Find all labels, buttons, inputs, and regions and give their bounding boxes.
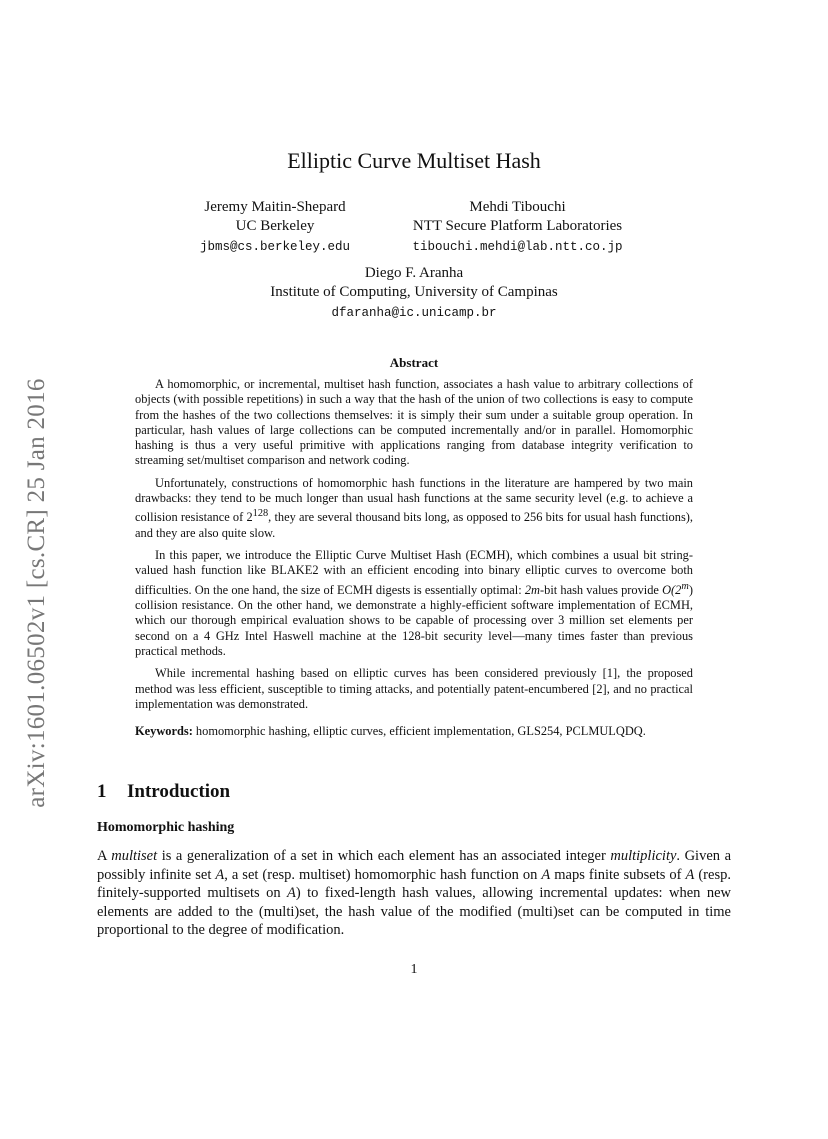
text-run: . Given a possibly infinite set	[97, 848, 732, 883]
text-run: (resp. finitely-supported multisets on	[97, 866, 731, 901]
author-name: Jeremy Maitin-Shepard	[204, 199, 346, 215]
arxiv-id: arXiv:1601.06502v1 [cs.CR] 25 Jan 2016	[23, 378, 50, 808]
author-block-1	[175, 198, 375, 257]
math-symbol: A	[541, 866, 551, 883]
math-expression: )	[688, 582, 693, 597]
superscript: m	[681, 580, 689, 592]
arxiv-sidebar-stamp	[14, 358, 60, 828]
text-run: collision resistance. On the other hand, we demonstrate a highly-efficient software implementation of ECMH, which our thorough empirical evaluation shows to be capable of processing over 3 million set elements per second on a 4 GHz Intel Haswell machine at the 128-bit security level—many times faster than previous practical methods.	[135, 598, 693, 658]
text-run: is a generalization of a set in which each element has an associated integer	[157, 848, 611, 864]
math-symbol: A	[685, 866, 695, 883]
math-symbol: A	[215, 866, 225, 883]
author-block-3	[214, 264, 614, 323]
abstract-paragraph-2	[135, 476, 693, 541]
abstract-body	[135, 377, 693, 746]
author-affiliation: Institute of Computing, University of Campinas	[270, 284, 558, 300]
abstract-heading: Abstract	[389, 355, 439, 370]
abstract-paragraph-4: While incremental hashing based on elliptic curves has been considered previously [1], the proposed method was less efficient, susceptible to timing attacks, and potentially patent-encumbered [2], and no practical implementation was demonstrated.	[135, 666, 693, 711]
author-affiliation: UC Berkeley	[235, 218, 315, 234]
emphasis: multiset	[111, 848, 158, 864]
abstract-paragraph-1: A homomorphic, or incremental, multiset hash function, associates a hash value to arbitrary collections of objects (with possible repetitions) in such a way that the hash of the union of two collections is easy to compute from the hashes of the two collections themselves: it is simply their sum under a suitable group operation. In particular, hash values of large collections can be computed incrementally and/or in parallel. Homomorphic hashing is thus a very useful primitive with applications ranging from database integrity verification to streaming set/multiset comparison and network coding.	[135, 377, 693, 468]
abstract-paragraph-3	[135, 548, 693, 659]
text-run: -bit hash values provide	[540, 582, 663, 597]
text-run: A	[97, 848, 112, 864]
author-name: Mehdi Tibouchi	[469, 199, 566, 215]
author-name: Diego F. Aranha	[364, 265, 464, 281]
text-run: Unfortunately, constructions of homomorphic hash functions in the literature are hampered by two main drawbacks: they tend to be much longer than usual hash functions at the same security level (e.g. to achieve a collision resistance of 2	[135, 475, 693, 525]
section-heading	[97, 781, 230, 803]
author-affiliation: NTT Secure Platform Laboratories	[412, 218, 623, 234]
body-text	[97, 847, 731, 940]
page-number: 1	[410, 962, 418, 977]
section-number: 1	[97, 781, 107, 802]
author-block-2	[390, 198, 645, 257]
keywords-list: homomorphic hashing, elliptic curves, efficient implementation, GLS254, PCLMULQDQ.	[192, 724, 646, 739]
keywords	[135, 724, 693, 739]
text-run: In this paper, we introduce the Elliptic Curve Multiset Hash (ECMH), which combines a usual bit string-valued hash function like BLAKE2 with an efficient encoding into binary elliptic curves to overcome both difficulties. On the one hand, the size of ECMH digests is essentially optimal:	[135, 548, 693, 597]
superscript: 128	[252, 508, 269, 520]
author-email: tibouchi.mehdi@lab.ntt.co.jp	[412, 240, 623, 254]
keywords-label: Keywords:	[135, 724, 193, 739]
subsection-heading: Homomorphic hashing	[97, 820, 235, 835]
section-title: Introduction	[127, 781, 231, 802]
text-run: ) to fixed-length hash values, allowing incremental updates: when new elements are added to the (multi)set, the hash value of the modified (multi)set can be computed in time proportional to the degree of modification.	[97, 885, 731, 938]
text-run: maps finite subsets of	[550, 866, 686, 883]
author-email: jbms@cs.berkeley.edu	[199, 240, 351, 254]
math-expression: O(2	[662, 582, 682, 597]
text-run: , a set (resp. multiset) homomorphic hash function on	[224, 866, 542, 883]
text-run: , they are several thousand bits long, as opposed to 256 bits for usual hash functions), and they are also quite slow.	[135, 510, 693, 540]
math-expression: 2m	[524, 582, 541, 597]
math-symbol: A	[287, 885, 296, 901]
intro-paragraph	[97, 847, 731, 940]
paper-title: Elliptic Curve Multiset Hash	[287, 148, 541, 173]
emphasis: multiplicity	[610, 848, 677, 864]
author-email: dfaranha@ic.unicamp.br	[331, 306, 497, 320]
